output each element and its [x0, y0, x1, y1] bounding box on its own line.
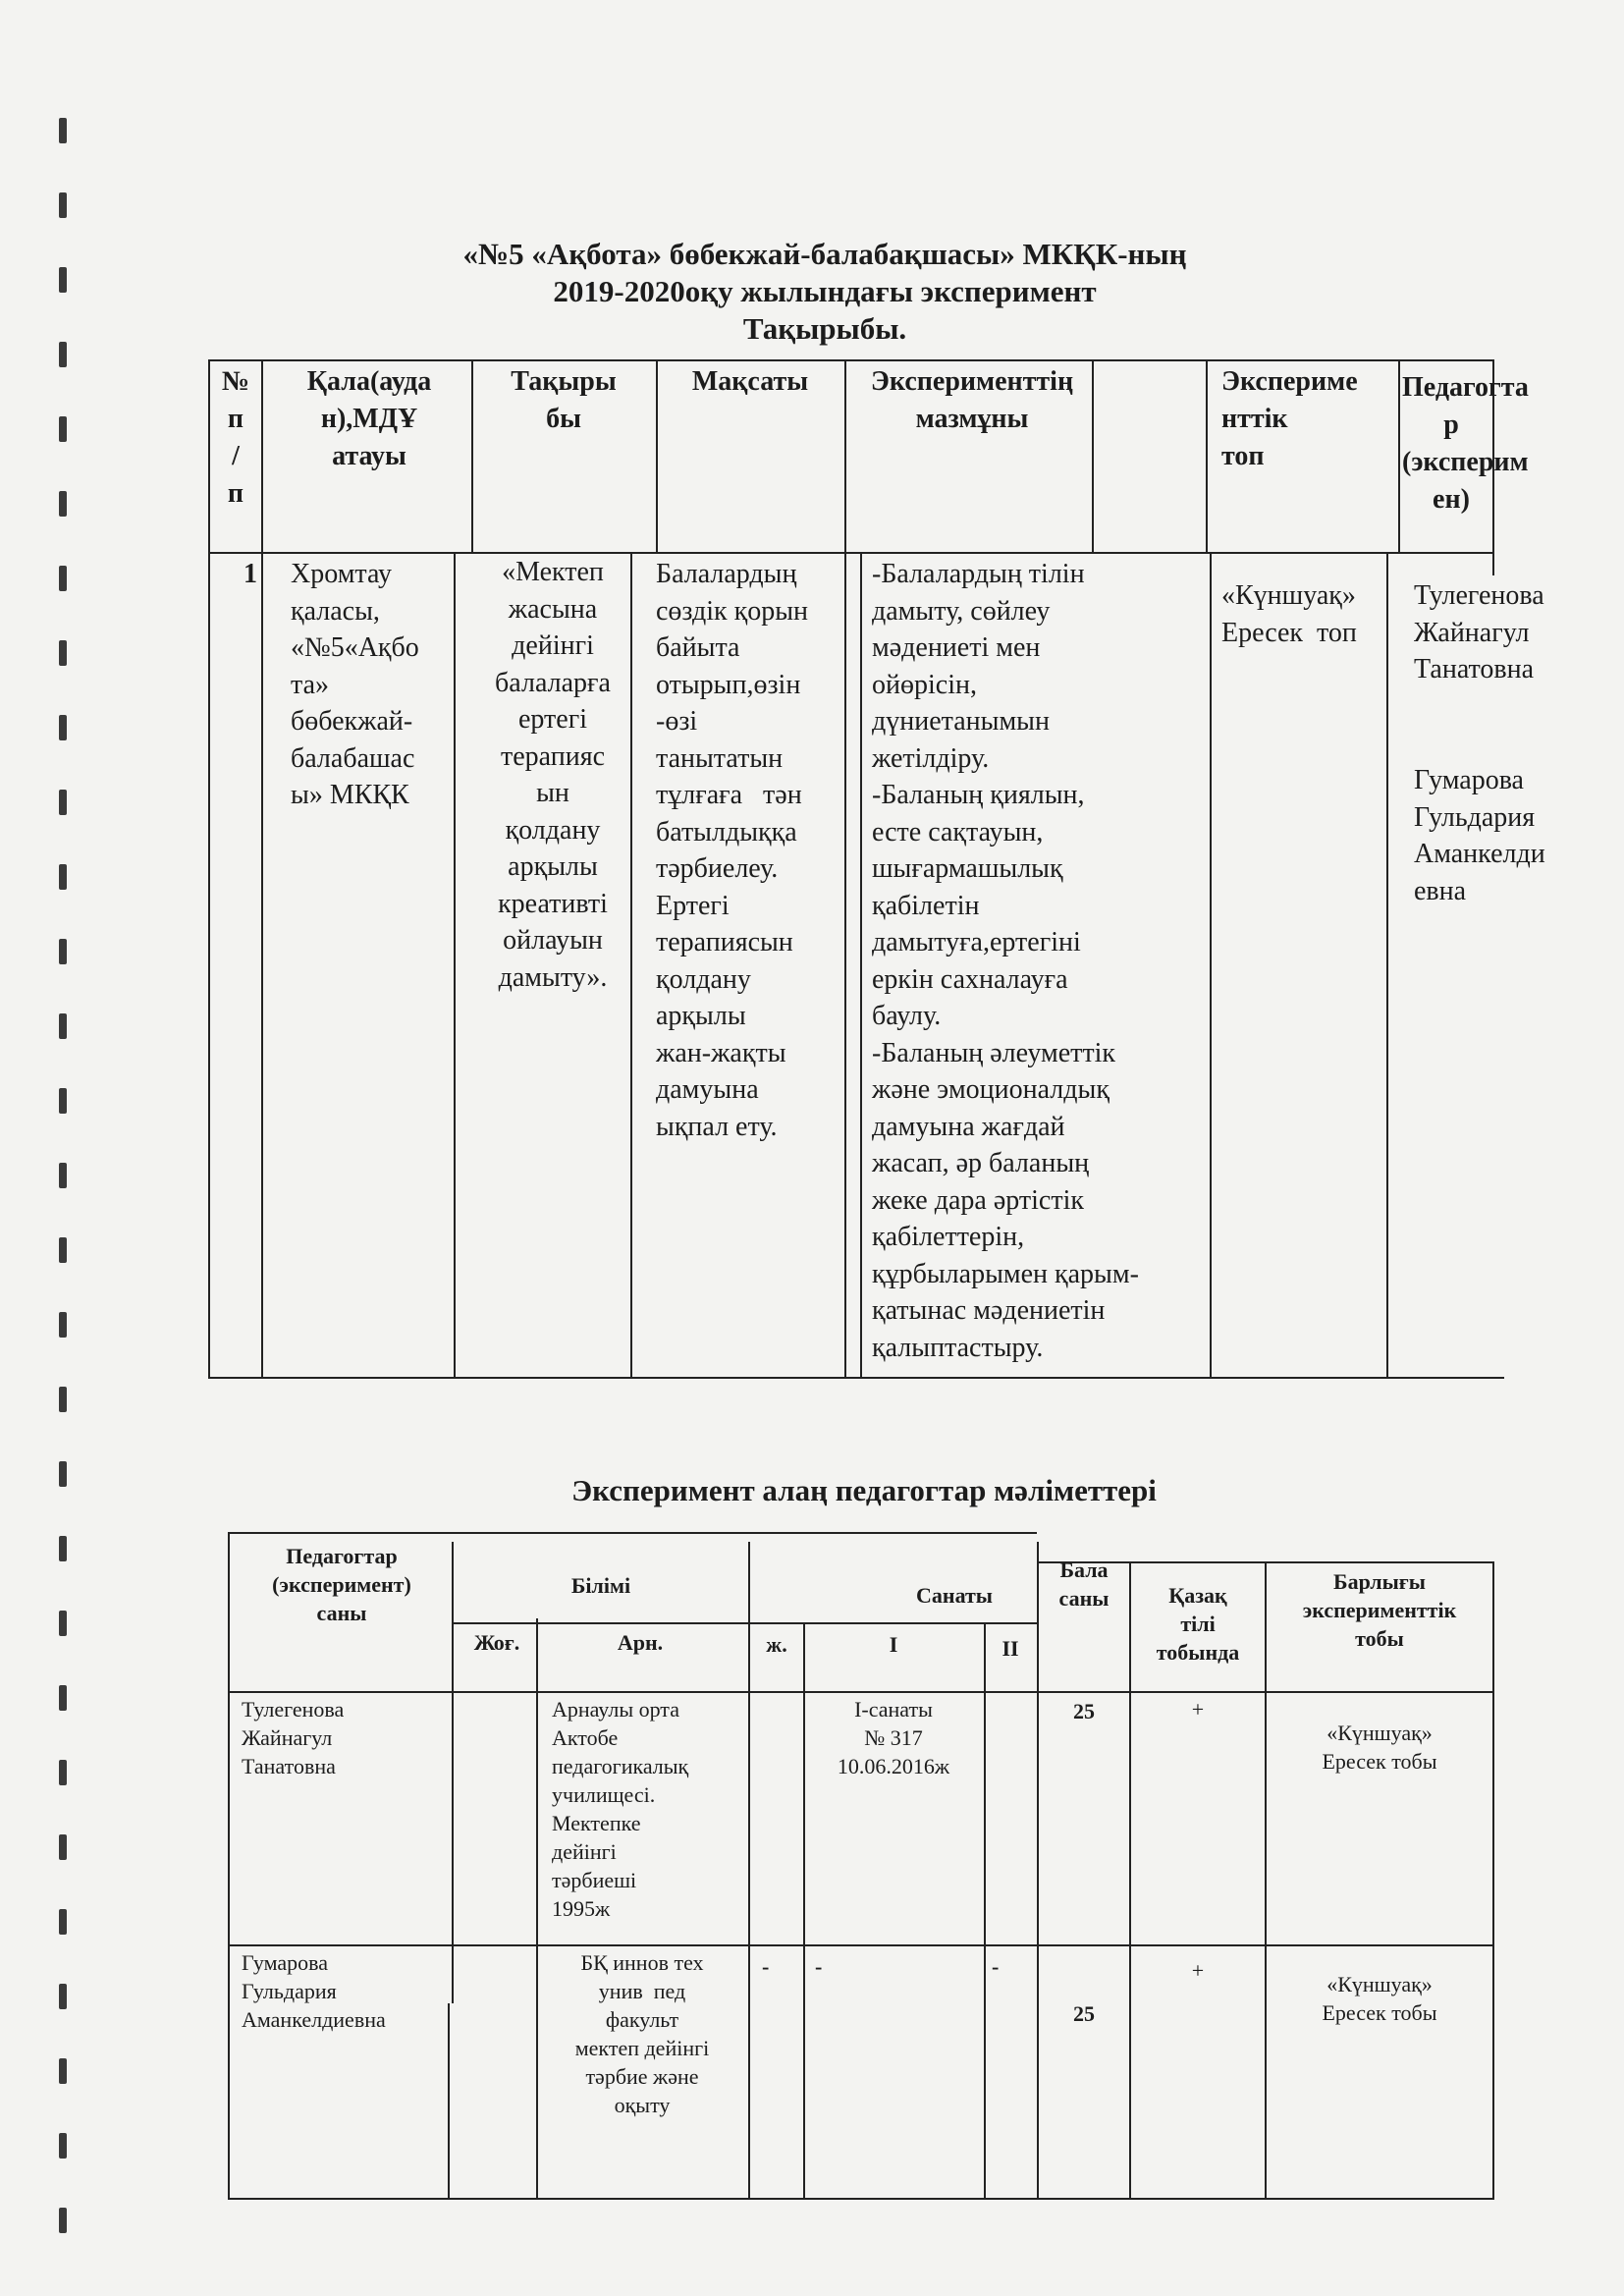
text-line: дамуына — [656, 1074, 759, 1105]
text-line: жетілдіру. — [872, 742, 990, 774]
text-line: педагогикалық — [552, 1754, 689, 1778]
text-line: қолдану — [656, 963, 751, 995]
text-line: саны — [316, 1601, 367, 1625]
binding-hole — [59, 1685, 67, 1711]
text-line: евна — [1414, 875, 1467, 906]
text-line: тұлғаға тән — [656, 780, 802, 810]
text-line: және эмоционалдық — [872, 1074, 1110, 1105]
text-line: Педагогтар — [286, 1544, 398, 1568]
row2-group — [1269, 1970, 1490, 2027]
text-line: дейінгі — [512, 630, 594, 661]
text-line: (эксперим — [1402, 447, 1529, 477]
text-line: -Балалардың тілін — [872, 559, 1085, 589]
text-line: есте сақтауын, — [872, 816, 1044, 847]
binding-hole — [59, 1461, 67, 1487]
binding-hole — [59, 566, 67, 591]
text-line: училищесі. — [552, 1782, 656, 1807]
text-line: терапияс — [501, 740, 605, 772]
document-title — [295, 236, 1355, 348]
binding-hole — [59, 416, 67, 442]
table-border — [860, 552, 862, 1379]
text-line: Педагогта — [1402, 372, 1529, 403]
text-line: жасына — [508, 593, 598, 625]
header-cat-1: I — [889, 1632, 898, 1657]
header-topic — [479, 363, 648, 438]
table-border — [228, 1532, 1037, 1534]
text-line: / — [232, 441, 240, 471]
row2-kazakh: + — [1191, 1958, 1205, 1983]
text-line: Аманкелдиевна — [242, 2007, 386, 2032]
text-line: жан-жақты — [656, 1037, 786, 1068]
text-line: мектеп дейінгі — [574, 2036, 710, 2060]
text-line: Ересек тобы — [1322, 2000, 1437, 2025]
text-line: ы» МКҚК — [291, 780, 409, 810]
table-border — [208, 552, 1494, 554]
binding-hole — [59, 1088, 67, 1114]
row2-dash-zh: - — [762, 1954, 770, 1979]
text-line: балабашас — [291, 742, 415, 774]
text-line: саны — [1058, 1586, 1110, 1611]
table-border — [1398, 359, 1400, 552]
title-line-1: «№5 «Ақбота» бөбекжай-балабақшасы» МКҚК-ның — [462, 237, 1187, 271]
text-line: тәрбиелеу. — [656, 853, 779, 884]
text-line: батылдыққа — [656, 816, 797, 847]
header-education: Білімі — [570, 1573, 631, 1598]
text-line: тілі — [1180, 1612, 1216, 1636]
text-line: тәрбиеші — [552, 1868, 637, 1892]
text-line: 1995ж — [552, 1896, 611, 1921]
goal-cell — [656, 556, 852, 1145]
binding-hole — [59, 2208, 67, 2233]
table-border — [630, 552, 632, 1379]
table-border — [448, 2003, 450, 2200]
text-line: -өзі — [656, 706, 698, 737]
text-line: Хромтау — [291, 559, 392, 589]
text-line: ойөрісін, — [872, 669, 977, 700]
text-line: Тақыры — [511, 366, 617, 397]
text-line: арқылы — [508, 851, 598, 882]
experiment-table — [208, 359, 1545, 1379]
table-border — [228, 2198, 1494, 2200]
table-border — [452, 1622, 1037, 1624]
row1-children: 25 — [1073, 1699, 1095, 1723]
text-line: арқылы — [656, 1001, 746, 1031]
text-line: І-санаты — [854, 1697, 933, 1722]
text-line: тобы — [1355, 1626, 1404, 1651]
text-line: «Күншуақ» — [1221, 580, 1356, 611]
header-content — [856, 363, 1088, 438]
header-category: Санаты — [916, 1583, 993, 1608]
binding-hole — [59, 2058, 67, 2084]
table-border — [208, 1377, 1504, 1379]
text-line: та» — [291, 669, 330, 700]
text-line: сөздік қорын — [656, 595, 809, 627]
title-line-3: Тақырыбы. — [742, 311, 907, 346]
text-line: Ертегі — [656, 890, 730, 921]
text-line: бөбекжай- — [291, 706, 413, 737]
section-subtitle: Эксперимент алаң педагогтар мәліметтері — [571, 1473, 1157, 1507]
text-line: креативті — [498, 888, 608, 919]
header-total — [1269, 1567, 1490, 1653]
text-line: дамыту, сөйлеу — [872, 595, 1051, 627]
text-line: нттік — [1221, 404, 1288, 434]
text-line: танытатын — [656, 742, 784, 774]
text-line: Эксперименттің — [870, 366, 1074, 397]
binding-hole — [59, 864, 67, 890]
table-border — [1492, 1561, 1494, 2200]
text-line: мазмұны — [915, 404, 1029, 434]
text-line: Гумарова — [1414, 765, 1524, 795]
text-line: Ересек топ — [1221, 617, 1357, 648]
text-line: жеке дара әртістік — [872, 1184, 1084, 1216]
text-line: қолдану — [505, 814, 601, 846]
header-number — [216, 363, 255, 513]
table-border — [1092, 359, 1094, 552]
header-teacher — [1402, 369, 1529, 519]
table-border — [452, 1542, 454, 2003]
text-line: Балалардың — [656, 559, 797, 589]
table-border — [1129, 1561, 1131, 2200]
topic-cell — [479, 554, 626, 996]
table-border — [471, 359, 473, 552]
table-border — [536, 1618, 538, 2200]
text-line: қалыптастыру. — [872, 1332, 1044, 1363]
text-line: Арнаулы орта — [552, 1697, 679, 1722]
text-line: факульт — [605, 2007, 679, 2032]
text-line: Гульдария — [1414, 801, 1536, 833]
binding-holes — [55, 118, 77, 2278]
text-line: Тулегенова — [242, 1697, 345, 1722]
text-line: № — [221, 366, 250, 397]
text-line: Мектепке — [552, 1811, 641, 1835]
text-line: балаларға — [495, 667, 611, 698]
binding-hole — [59, 790, 67, 815]
group-cell — [1221, 577, 1388, 651]
text-line: Танатовна — [1414, 654, 1535, 684]
text-line: Бала — [1059, 1558, 1109, 1582]
table-border — [803, 1622, 805, 2200]
text-line: № 317 — [864, 1725, 923, 1750]
table-border — [748, 1542, 750, 2200]
binding-hole — [59, 2133, 67, 2159]
row1-category — [807, 1695, 980, 1780]
text-line: байыта — [656, 632, 740, 663]
content-cell — [872, 556, 1196, 1366]
header-edu-special: Арн. — [617, 1630, 664, 1655]
teacher-cell-1 — [1414, 577, 1561, 688]
title-line-2: 2019-2020оқу жылындағы эксперимент — [553, 274, 1097, 308]
text-line: қабілетін — [872, 890, 980, 921]
table-border — [208, 359, 1494, 361]
text-line: Ересек тобы — [1322, 1749, 1437, 1774]
row1-education — [552, 1695, 744, 1923]
table-border — [208, 359, 210, 1379]
text-line: қабілеттерін, — [872, 1222, 1025, 1252]
text-line: мәдениеті мен — [872, 632, 1041, 663]
binding-hole — [59, 118, 67, 143]
text-line: Актобе — [552, 1725, 619, 1750]
city-cell — [291, 556, 458, 814]
text-line: ертегі — [518, 704, 587, 735]
text-line: дамыту». — [498, 961, 608, 993]
binding-hole — [59, 715, 67, 740]
text-line: ын — [536, 778, 569, 808]
text-line: тобында — [1156, 1640, 1240, 1665]
text-line: -Баланың әлеуметтік — [872, 1037, 1116, 1068]
text-line: ықпал ету. — [656, 1111, 778, 1142]
binding-hole — [59, 1760, 67, 1785]
text-line: Тулегенова — [1414, 580, 1544, 611]
binding-hole — [59, 1312, 67, 1338]
header-cat-2: II — [1001, 1636, 1019, 1661]
text-line: бы — [546, 404, 581, 434]
header-city — [273, 363, 465, 475]
text-line: «Күншуақ» — [1326, 1721, 1433, 1745]
text-line: (эксперимент) — [272, 1572, 411, 1597]
table-border — [228, 1944, 1494, 1946]
text-line: Аманкелди — [1414, 839, 1545, 869]
teachers-table — [228, 1532, 1494, 2200]
text-line: ойлауын — [503, 925, 603, 956]
text-line: баулу. — [872, 1001, 942, 1031]
text-line: «Мектеп — [502, 557, 604, 587]
binding-hole — [59, 1013, 67, 1039]
row1-kazakh: + — [1191, 1697, 1205, 1722]
table-border — [261, 359, 263, 1379]
binding-hole — [59, 1237, 67, 1263]
text-line: «Күншуақ» — [1326, 1972, 1433, 1996]
text-line: дейінгі — [552, 1839, 617, 1864]
binding-hole — [59, 342, 67, 367]
text-line: шығармашылық — [872, 853, 1063, 884]
text-line: Гульдария — [242, 1979, 337, 2003]
binding-hole — [59, 1909, 67, 1935]
row-number: 1 — [244, 559, 257, 589]
binding-hole — [59, 1834, 67, 1860]
text-line: п — [227, 404, 244, 434]
binding-hole — [59, 1387, 67, 1412]
text-line: Жайнагул — [1414, 617, 1530, 648]
table-border — [656, 359, 658, 552]
text-line: жасап, әр баланың — [872, 1148, 1090, 1178]
row2-education — [540, 1948, 744, 2119]
binding-hole — [59, 1984, 67, 2009]
text-line: құрбыларымен қарым- — [872, 1258, 1139, 1289]
table-border — [984, 1622, 986, 2200]
text-line: дүниетанымын — [872, 706, 1050, 737]
table-border — [1206, 359, 1208, 552]
text-line: оқыту — [614, 2093, 671, 2117]
text-line: дамытуға,ертегіні — [872, 927, 1081, 957]
table-border — [1037, 1542, 1039, 2200]
header-edu-none: Жоғ. — [473, 1630, 520, 1655]
binding-hole — [59, 640, 67, 666]
text-line: топ — [1221, 441, 1265, 471]
row2-dash-1: - — [815, 1954, 823, 1979]
text-line: отырып,өзін — [656, 669, 801, 700]
text-line: р — [1443, 410, 1459, 440]
binding-hole — [59, 939, 67, 964]
table-border — [228, 1691, 1494, 1693]
header-children — [1041, 1556, 1127, 1613]
binding-hole — [59, 267, 67, 293]
text-line: Гумарова — [242, 1950, 328, 1975]
text-line: Барлығы — [1333, 1569, 1426, 1594]
binding-hole — [59, 491, 67, 517]
teacher-cell-2 — [1414, 762, 1561, 909]
binding-hole — [59, 1536, 67, 1561]
text-line: Экспериме — [1221, 366, 1358, 397]
text-line: қаласы, — [291, 595, 380, 627]
table-border — [228, 1532, 230, 2200]
header-cat-zh: ж. — [766, 1632, 787, 1657]
text-line: Жайнагул — [242, 1725, 333, 1750]
binding-hole — [59, 192, 67, 218]
text-line: п — [227, 478, 244, 509]
text-line: атауы — [332, 441, 406, 471]
text-line: -Баланың қиялын, — [872, 780, 1085, 810]
header-goal — [662, 363, 839, 401]
binding-hole — [59, 1163, 67, 1188]
text-line: қатынас мәдениетін — [872, 1295, 1106, 1326]
row2-children: 25 — [1073, 2001, 1095, 2026]
binding-hole — [59, 1611, 67, 1636]
text-line: 10.06.2016ж — [837, 1754, 950, 1778]
row1-name — [242, 1695, 448, 1780]
text-line: дамуына жағдай — [872, 1111, 1065, 1142]
table-border — [1386, 552, 1388, 1379]
text-line: ен) — [1433, 484, 1470, 515]
text-line: Танатовна — [242, 1754, 336, 1778]
row1-group — [1269, 1719, 1490, 1776]
text-line: БҚ иннов тех — [580, 1950, 704, 1975]
table-border — [1265, 1561, 1267, 2200]
text-line: «№5«Ақбо — [291, 632, 419, 663]
text-line: Қала(ауда — [306, 366, 432, 397]
table-border — [1210, 552, 1212, 1379]
text-line: еркін сахналауға — [872, 963, 1068, 995]
text-line: тәрбие және — [585, 2064, 699, 2089]
text-line: терапиясын — [656, 927, 793, 957]
text-line: н),МДҰ — [320, 404, 418, 434]
row2-name — [242, 1948, 444, 2034]
text-line: Қазақ — [1168, 1583, 1227, 1608]
header-kazakh — [1133, 1581, 1263, 1667]
row2-dash-2: - — [992, 1954, 1000, 1979]
text-line: унив пед — [598, 1979, 686, 2003]
text-line: эксперименттік — [1302, 1598, 1457, 1622]
header-teachers-count — [236, 1542, 448, 1627]
text-line: Мақсаты — [691, 366, 809, 397]
header-group — [1219, 363, 1398, 475]
